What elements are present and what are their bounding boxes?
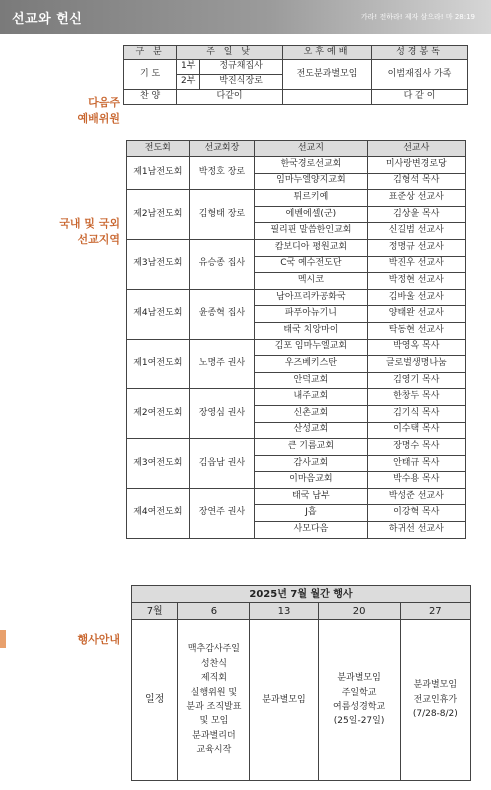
mission-site: 신촌교회 [255,405,367,422]
section-label-line: 다음주 [88,96,120,109]
missionary: 김상윤 목사 [367,206,465,223]
missionary: 미사랑변경로당 [367,157,465,174]
missionary: 글로벌생명나눔 [367,356,465,373]
mission-site: 우즈베키스탄 [255,356,367,373]
col-header: 전도회 [127,141,190,157]
mission-leader: 노명주 권사 [189,339,255,389]
col-header: 20 [318,603,400,620]
worship-table [123,45,468,105]
mission-group: 제4여전도회 [127,488,190,538]
page-header [0,0,491,34]
event-line: 분과별모임 [413,680,458,691]
missionary: 김기식 목사 [367,405,465,422]
row-label: 일정 [132,620,178,781]
choir-reading: 다 같 이 [372,90,468,105]
mission-group: 제3여전도회 [127,439,190,489]
events-col-20 [318,620,400,781]
col-header: 27 [400,603,470,620]
mission-site: 김포 임마누엘교회 [255,339,367,356]
col-header: 오후예배 [283,46,372,60]
event-line: 분과별리더 [192,730,236,741]
col-header: 주 일 낮 [177,46,283,60]
missionary: 하귀선 선교사 [367,522,465,539]
event-line: 및 모임 [199,716,229,727]
mission-group: 제2남전도회 [127,190,190,240]
missionary: 김형석 목사 [367,173,465,190]
mission-site: 산성교회 [255,422,367,439]
mission-site: 멕시코 [255,273,367,290]
mission-group: 제1남전도회 [127,157,190,190]
missionary: 김영기 목사 [367,372,465,389]
events-col-13 [250,620,318,781]
section-label-line: 국내 및 국외 [59,217,120,230]
mission-leader: 장연주 권사 [189,488,255,538]
mission-site: 이마음교회 [255,472,367,489]
missionary: 탁동현 선교사 [367,322,465,339]
col-header: 선교사 [367,141,465,157]
service-leader: 박진식장로 [200,75,283,90]
event-line: 실행위원 및 [190,687,238,698]
afternoon-service: 전도분과별모임 [283,60,372,90]
mission-leader: 장영심 권사 [189,389,255,439]
missionary: 박진우 선교사 [367,256,465,273]
col-header: 선교회장 [189,141,255,157]
mission-site: 남아프리카공화국 [255,289,367,306]
missionary: 한창두 목사 [367,389,465,406]
mission-site: 안덕교회 [255,372,367,389]
section-label-next-week [10,95,120,127]
mission-group: 제3남전도회 [127,239,190,289]
event-line: (7/28-8/2) [412,709,458,720]
choir-afternoon [283,90,372,105]
missionary: 박영옥 목사 [367,339,465,356]
mission-row [127,239,466,256]
event-line: 분과별모임 [262,694,306,705]
missionary: 이수택 목사 [367,422,465,439]
col-header: 성경봉독 [372,46,468,60]
missions-table [126,140,466,539]
mission-leader: 윤종혁 집사 [189,289,255,339]
event-line: 성찬식 [200,658,227,669]
col-header: 6 [178,603,250,620]
mission-site: 에벤에셀(군) [255,206,367,223]
missionary: 양태완 선교사 [367,306,465,323]
event-line: 교육시작 [196,745,232,756]
service-part: 2부 [177,75,200,90]
service-leader: 정규채집사 [200,60,283,75]
mission-site: 한국경로선교회 [255,157,367,174]
missionary: 신길범 선교사 [367,223,465,240]
row-label: 찬 양 [124,90,177,105]
col-header: 구 분 [124,46,177,60]
mission-row [127,389,466,406]
event-line: 제직회 [200,673,227,684]
mission-site: C국 예수전도단 [255,256,367,273]
mission-site: 필리핀 말씀한인교회 [255,223,367,240]
mission-row [127,339,466,356]
col-header: 7월 [132,603,178,620]
mission-site: 큰 기름교회 [255,439,367,456]
col-header: 선교지 [255,141,367,157]
events-col-27 [400,620,470,781]
section-label-missions [10,216,120,248]
event-line: (25일-27일) [333,716,385,727]
mission-site: 감사교회 [255,455,367,472]
mission-site: 태국 남부 [255,488,367,505]
mission-site: J흡 [255,505,367,522]
col-header: 13 [250,603,318,620]
event-line: 전교인휴가 [413,694,458,705]
events-col-6 [178,620,250,781]
missionary: 정명규 선교사 [367,239,465,256]
missionary: 이강혁 목사 [367,505,465,522]
header-verse: 가라! 전하라! 제자 삼으라! 마 28:19 [360,13,475,21]
bible-reading: 이범재집사 가족 [372,60,468,90]
mission-leader: 김형태 장로 [189,190,255,240]
mission-site: 튀르키예 [255,190,367,207]
mission-row [127,289,466,306]
mission-row [127,157,466,174]
mission-site: 태국 치앙마이 [255,322,367,339]
event-line: 맥추감사주일 [187,644,240,655]
mission-group: 제2여전도회 [127,389,190,439]
mission-leader: 박정호 장로 [189,157,255,190]
events-table [131,585,471,781]
section-marker [0,630,6,648]
mission-row [127,190,466,207]
missionary: 박정현 선교사 [367,273,465,290]
row-label: 기 도 [124,60,177,90]
section-label-line: 예배위원 [77,112,120,125]
choir-day: 다같이 [177,90,283,105]
missionary: 안태규 목사 [367,455,465,472]
mission-group: 제4남전도회 [127,289,190,339]
event-line: 분과별모임 [337,673,381,684]
mission-site: 캄보디아 평원교회 [255,239,367,256]
mission-row [127,439,466,456]
missionary: 박성준 선교사 [367,488,465,505]
missionary: 김바울 선교사 [367,289,465,306]
event-line: 주일학교 [341,687,377,698]
mission-leader: 김읍남 권사 [189,439,255,489]
mission-site: 내주교회 [255,389,367,406]
event-line: 여름성경학교 [333,702,386,712]
mission-site: 사모다음 [255,522,367,539]
section-label-line: 선교지역 [77,233,120,246]
mission-site: 임마누엘양지교회 [255,173,367,190]
service-part: 1부 [177,60,200,75]
missionary: 장명수 목사 [367,439,465,456]
events-title: 2025년 7월 월간 행사 [132,586,471,603]
missionary: 표준상 선교사 [367,190,465,207]
mission-site: 파푸아뉴기니 [255,306,367,323]
missionary: 박수용 목사 [367,472,465,489]
mission-group: 제1여전도회 [127,339,190,389]
mission-row [127,488,466,505]
page-title: 선교와 헌신 [12,12,83,27]
mission-leader: 유승종 집사 [189,239,255,289]
section-label-events: 행사안내 [77,633,120,646]
event-line: 분과 조직발표 [186,702,242,712]
